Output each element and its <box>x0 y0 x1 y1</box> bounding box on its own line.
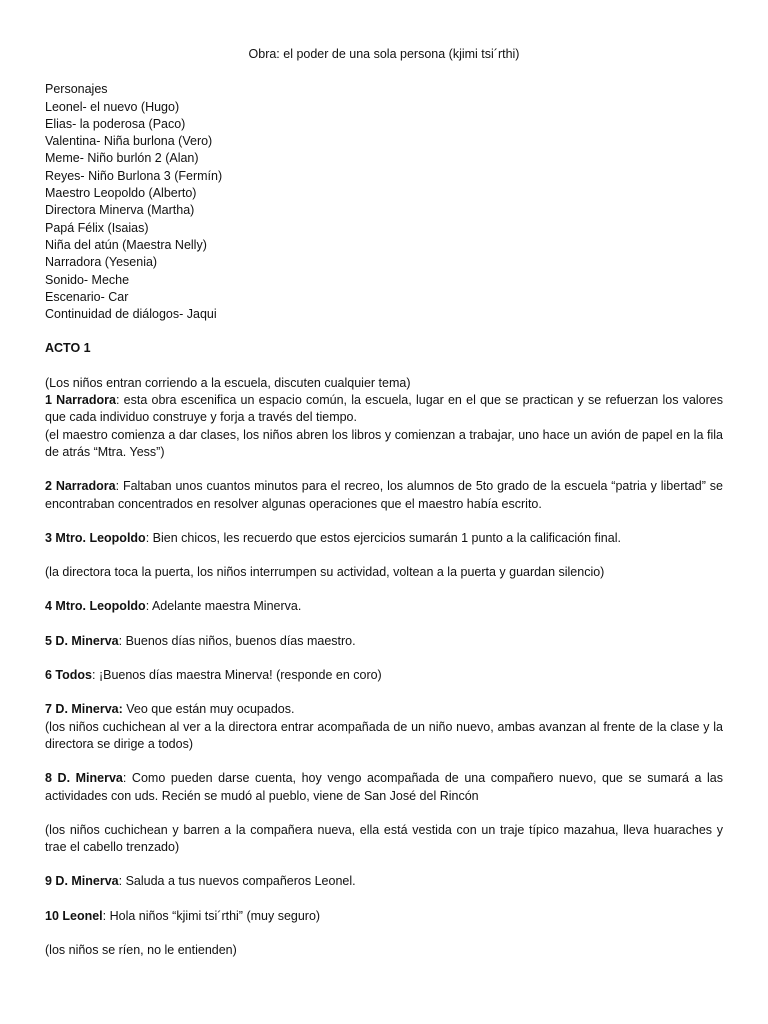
document-page <box>45 46 723 976</box>
speaker-label: 10 Leonel <box>45 908 103 923</box>
dialogue-text: : Faltaban unos cuantos minutos para el recreo, los alumnos de 5to grado de la escuela “patria y libertad” se encontraban concentrados en resolver algunas operaciones que el maestro había escrito. <box>45 479 723 511</box>
dialogue-line <box>45 478 723 513</box>
dialogue-text: : Bien chicos, les recuerdo que estos ejercicios sumarán 1 punto a la calificación final. <box>145 530 621 545</box>
cast-heading: Personajes <box>45 82 108 97</box>
cast-item: Valentina- Niña burlona (Vero) <box>45 134 213 149</box>
dialogue-line <box>45 633 723 650</box>
dialogue-line <box>45 701 723 718</box>
stage-direction: (Los niños entran corriendo a la escuela, discuten cualquier tema) <box>45 375 411 390</box>
dialogue-text: : Saluda a tus nuevos compañeros Leonel. <box>118 874 356 889</box>
speaker-label: 3 Mtro. Leopoldo <box>45 530 146 545</box>
cast-item: Reyes- Niño Burlona 3 (Fermín) <box>45 168 223 183</box>
cast-item: Leonel- el nuevo (Hugo) <box>45 99 180 114</box>
stage-direction: (los niños cuchichean al ver a la directora entrar acompañada de un niño nuevo, ambas avanzan al frente de la clase y la directora se dirige a todos) <box>45 719 723 751</box>
dialogue-text: : esta obra escenifica un espacio común, la escuela, lugar en el que se practican y se refuerzan los valores que cada individuo construye y forja a través del tiempo. <box>45 393 723 425</box>
dialogue-line <box>45 598 723 615</box>
stage-direction: (el maestro comienza a dar clases, los niños abren los libros y comienzan a trabajar, uno hace un avión de papel en la fila de atrás “Mtra. Yess”) <box>45 427 723 459</box>
document-title: Obra: el poder de una sola persona (kjimi tsi´rthi) <box>248 47 520 61</box>
speaker-label: 6 Todos <box>45 668 92 683</box>
cast-item: Elias- la poderosa (Paco) <box>45 116 186 131</box>
cast-item: Niña del atún (Maestra Nelly) <box>45 237 207 252</box>
cast-item: Continuidad de diálogos- Jaqui <box>45 307 217 322</box>
dialogue-line <box>45 667 723 684</box>
cast-list <box>45 81 723 323</box>
dialogue-text: : Como pueden darse cuenta, hoy vengo acompañada de una compañero nuevo, que se sumará a las actividades con uds. Recién se mudó al pueblo, viene de San José del Rincón <box>45 771 724 803</box>
dialogue-text: : Hola niños “kjimi tsi´rthi” (muy seguro) <box>102 908 321 923</box>
stage-direction: (los niños se ríen, no le entienden) <box>45 942 237 957</box>
speaker-label: 8 D. Minerva <box>45 771 123 786</box>
cast-item: Sonido- Meche <box>45 272 130 287</box>
dialogue-text: : ¡Buenos días maestra Minerva! (responde en coro) <box>92 668 382 683</box>
speaker-label: 1 Narradora <box>45 393 116 408</box>
act-heading: ACTO 1 <box>45 341 91 356</box>
stage-direction: (la directora toca la puerta, los niños interrumpen su actividad, voltean a la puerta y guardan silencio) <box>45 565 605 580</box>
dialogue-line <box>45 392 723 427</box>
cast-item: Meme- Niño burlón 2 (Alan) <box>45 151 199 166</box>
cast-item: Maestro Leopoldo (Alberto) <box>45 186 197 201</box>
dialogue-line <box>45 770 723 805</box>
cast-item: Papá Félix (Isaias) <box>45 220 149 235</box>
dialogue-line <box>45 873 723 890</box>
dialogue-text: Veo que están muy ocupados. <box>122 702 295 717</box>
speaker-label: 4 Mtro. Leopoldo <box>45 599 146 614</box>
dialogue-text: : Adelante maestra Minerva. <box>145 599 302 614</box>
speaker-label: 2 Narradora <box>45 479 116 494</box>
cast-item: Narradora (Yesenia) <box>45 255 158 270</box>
speaker-label: 7 D. Minerva: <box>45 702 123 717</box>
speaker-label: 9 D. Minerva <box>45 874 119 889</box>
stage-direction: (los niños cuchichean y barren a la compañera nueva, ella está vestida con un traje típico mazahua, lleva huaraches y trae el cabello trenzado) <box>45 822 723 855</box>
dialogue-line <box>45 908 723 925</box>
cast-item: Escenario- Car <box>45 289 129 304</box>
speaker-label: 5 D. Minerva <box>45 633 119 648</box>
dialogue-line <box>45 530 723 547</box>
dialogue-text: : Buenos días niños, buenos días maestro. <box>118 633 356 648</box>
cast-item: Directora Minerva (Martha) <box>45 203 195 218</box>
